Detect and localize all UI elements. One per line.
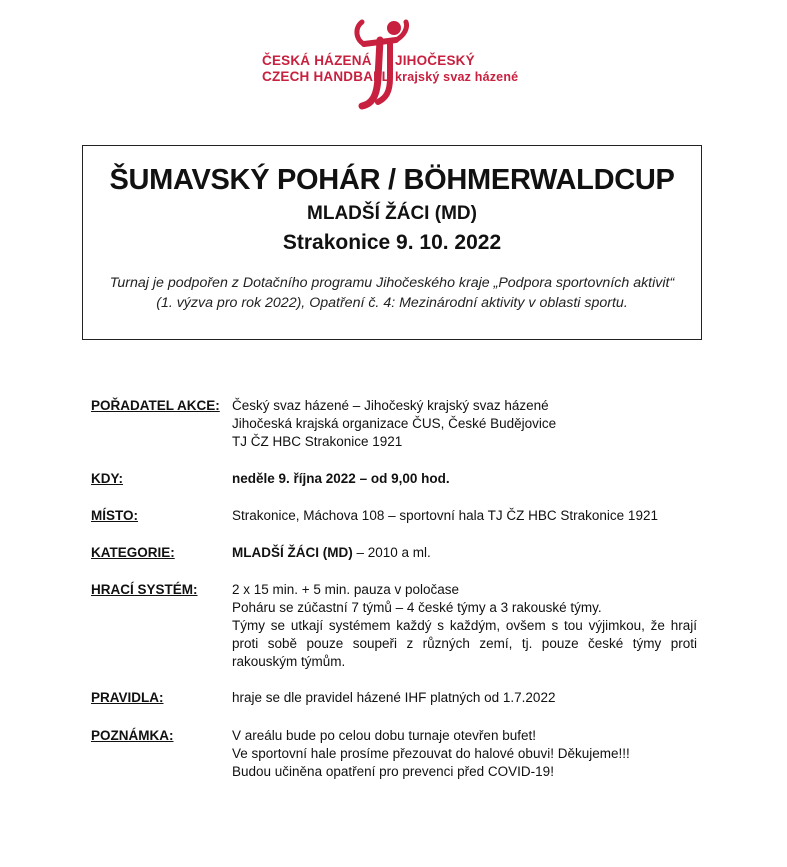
when-row: [91, 470, 701, 488]
rules-value-wrap: [232, 689, 697, 707]
note-value: [232, 727, 697, 781]
game-system-value: [232, 581, 697, 671]
funding-note-line2: (1. výzva pro rok 2022), Opatření č. 4: Mezinárodní aktivity v oblasti sportu.: [156, 295, 628, 311]
place-label: MÍSTO:: [91, 508, 138, 523]
title-box: [82, 145, 702, 340]
when-label: KDY:: [91, 471, 123, 486]
category-value-wrap: [232, 544, 697, 562]
organizer-value: [232, 397, 697, 451]
rules-label: PRAVIDLA:: [91, 690, 164, 705]
page-title: ŠUMAVSKÝ POHÁR / BÖHMERWALDCUP: [109, 164, 675, 196]
logo-left-line1: ČESKÁ HÁZENÁ: [262, 53, 372, 68]
note-line: V areálu bude po celou dobu turnaje otevřen bufet!: [232, 728, 536, 743]
logo-left-line2: CZECH HANDBALL: [262, 69, 391, 84]
note-line: Ve sportovní hale prosíme přezouvat do halové obuvi! Děkujeme!!!: [232, 746, 630, 761]
logo-right-line1: JIHOČESKÝ: [395, 53, 475, 68]
category-value-rest: – 2010 a ml.: [352, 545, 431, 560]
when-value: neděle 9. října 2022 – od 9,00 hod.: [232, 471, 450, 486]
category-label: KATEGORIE:: [91, 545, 175, 560]
rules-row: [91, 689, 701, 707]
note-line: Budou učiněna opatření pro prevenci před COVID-19!: [232, 764, 554, 779]
logo-right-text: [395, 53, 518, 85]
organizer-row: [91, 397, 701, 453]
category-row: [91, 544, 701, 562]
logo-right-line2: krajský svaz házené: [395, 70, 519, 84]
organizer-label: POŘADATEL AKCE:: [91, 398, 220, 413]
category-subtitle: MLADŠÍ ŽÁCI (MD): [307, 203, 477, 224]
organization-logo: [262, 18, 527, 113]
game-system-paragraph: Týmy se utkají systémem každý s každým, ovšem s tou výjimkou, že hrají proti sobě pouze soupeři z různých zemí, tj. pouze české týmy proti rakouským týmům.: [232, 618, 697, 669]
place-row: [91, 507, 701, 525]
funding-note: [83, 273, 701, 313]
rules-value: hraje se dle pravidel házené IHF platných od 1.7.2022: [232, 690, 556, 705]
organizer-line: TJ ČZ HBC Strakonice 1921: [232, 434, 403, 449]
place-value-wrap: [232, 507, 697, 525]
note-label: POZNÁMKA:: [91, 728, 174, 743]
game-system-line1: 2 x 15 min. + 5 min. pauza v poločase: [232, 582, 460, 597]
organizer-line: Jihočeská krajská organizace ČUS, České Budějovice: [232, 416, 557, 431]
organizer-line: Český svaz házené – Jihočeský krajský svaz házené: [232, 398, 549, 413]
game-system-line2: Poháru se zúčastní 7 týmů – 4 české týmy a 3 rakouské týmy.: [232, 600, 602, 615]
place-value: Strakonice, Máchova 108 – sportovní hala TJ ČZ HBC Strakonice 1921: [232, 508, 658, 523]
category-value-bold: MLADŠÍ ŽÁCI (MD): [232, 545, 353, 560]
game-system-label: HRACÍ SYSTÉM:: [91, 582, 198, 597]
venue-date: Strakonice 9. 10. 2022: [282, 231, 502, 254]
when-value-wrap: [232, 470, 697, 488]
game-system-row: [91, 581, 701, 673]
funding-note-line1: Turnaj je podpořen z Dotačního programu Jihočeského kraje „Podpora sportovních aktivit“: [109, 275, 675, 291]
note-row: [91, 727, 701, 783]
